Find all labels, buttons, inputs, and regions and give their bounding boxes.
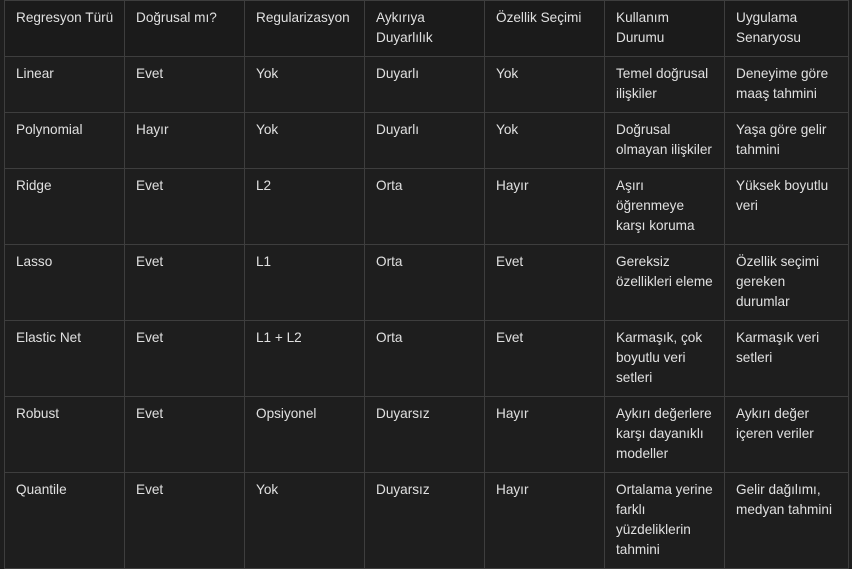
column-header: Uygulama Senaryosu (725, 1, 849, 57)
table-cell: Deneyime göre maaş tahmini (725, 57, 849, 113)
table-row (5, 57, 849, 113)
table-cell: Yok (245, 473, 365, 569)
table-cell: Evet (125, 57, 245, 113)
table-cell: Evet (125, 397, 245, 473)
table-cell: Orta (365, 245, 485, 321)
table-cell: Evet (125, 169, 245, 245)
table-cell: Özellik seçimi gereken durumlar (725, 245, 849, 321)
table-cell: Aykırı değerlere karşı dayanıklı modeller (605, 397, 725, 473)
regression-comparison-table (4, 0, 849, 569)
table-cell: Hayır (485, 473, 605, 569)
table-cell: Hayır (485, 169, 605, 245)
column-header: Regularizasyon (245, 1, 365, 57)
table-cell: Polynomial (5, 113, 125, 169)
table-cell: Temel doğrusal ilişkiler (605, 57, 725, 113)
table-cell: Evet (485, 245, 605, 321)
table-cell: Yüksek boyutlu veri (725, 169, 849, 245)
table-row (5, 113, 849, 169)
table-cell: Aşırı öğrenmeye karşı koruma (605, 169, 725, 245)
table-cell: Duyarsız (365, 473, 485, 569)
table-cell: Gereksiz özellikleri eleme (605, 245, 725, 321)
table-cell: Duyarlı (365, 57, 485, 113)
table-cell: Opsiyonel (245, 397, 365, 473)
column-header: Doğrusal mı? (125, 1, 245, 57)
table-cell: Ortalama yerine farklı yüzdeliklerin tahmini (605, 473, 725, 569)
table-header-row (5, 1, 849, 57)
table-row (5, 321, 849, 397)
table-cell: Aykırı değer içeren veriler (725, 397, 849, 473)
table-cell: Yok (485, 57, 605, 113)
table-cell: Elastic Net (5, 321, 125, 397)
table-cell: Yaşa göre gelir tahmini (725, 113, 849, 169)
column-header: Aykırıya Duyarlılık (365, 1, 485, 57)
table-cell: Quantile (5, 473, 125, 569)
table-row (5, 169, 849, 245)
table-cell: Linear (5, 57, 125, 113)
table-cell: Karmaşık veri setleri (725, 321, 849, 397)
table-cell: Orta (365, 169, 485, 245)
table-cell: Yok (245, 113, 365, 169)
table-cell: Lasso (5, 245, 125, 321)
table-cell: L2 (245, 169, 365, 245)
table-cell: Evet (485, 321, 605, 397)
table-cell: Ridge (5, 169, 125, 245)
column-header: Kullanım Durumu (605, 1, 725, 57)
table-cell: Yok (485, 113, 605, 169)
table-cell: Duyarsız (365, 397, 485, 473)
table-cell: L1 (245, 245, 365, 321)
table-cell: Evet (125, 245, 245, 321)
table-row (5, 473, 849, 569)
column-header: Regresyon Türü (5, 1, 125, 57)
column-header: Özellik Seçimi (485, 1, 605, 57)
table-row (5, 245, 849, 321)
table-cell: L1 + L2 (245, 321, 365, 397)
table-cell: Evet (125, 473, 245, 569)
table-cell: Yok (245, 57, 365, 113)
table-cell: Evet (125, 321, 245, 397)
table-cell: Gelir dağılımı, medyan tahmini (725, 473, 849, 569)
table-cell: Orta (365, 321, 485, 397)
table-cell: Hayır (125, 113, 245, 169)
table-cell: Hayır (485, 397, 605, 473)
table-cell: Doğrusal olmayan ilişkiler (605, 113, 725, 169)
table-cell: Robust (5, 397, 125, 473)
table-cell: Karmaşık, çok boyutlu veri setleri (605, 321, 725, 397)
table-row (5, 397, 849, 473)
table-cell: Duyarlı (365, 113, 485, 169)
